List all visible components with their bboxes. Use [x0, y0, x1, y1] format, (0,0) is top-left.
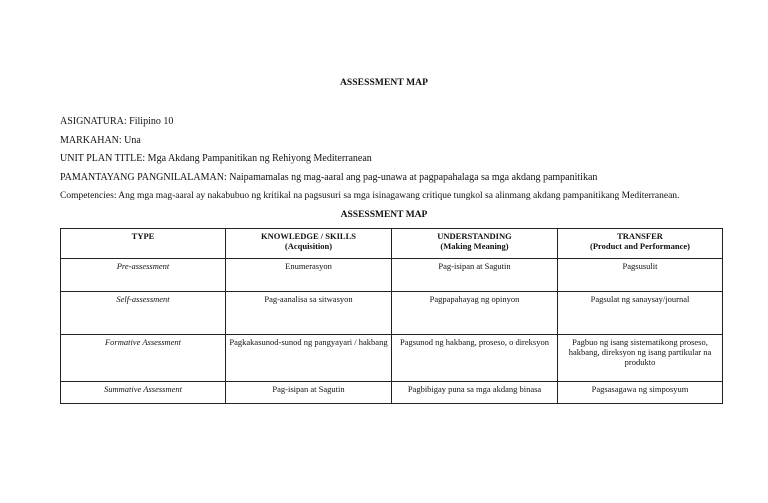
header-understanding-label: UNDERSTANDING	[437, 231, 512, 241]
cell-knowledge: Pag-aanalisa sa sitwasyon	[226, 292, 392, 335]
table-header-row	[61, 229, 723, 259]
markahan-line: MARKAHAN: Una	[60, 135, 141, 146]
assessment-map-table	[60, 228, 723, 404]
header-understanding-sublabel: (Making Meaning)	[440, 241, 509, 251]
unit-plan-title-line: UNIT PLAN TITLE: Mga Akdang Pampanitikan ng Rehiyong Mediterranean	[60, 153, 372, 164]
asignatura-line: ASIGNATURA: Filipino 10	[60, 116, 174, 127]
cell-knowledge: Pag-isipan at Sagutin	[226, 382, 392, 404]
header-transfer	[558, 229, 723, 259]
cell-knowledge: Enumerasyon	[226, 259, 392, 292]
cell-understanding: Pag-isipan at Sagutin	[392, 259, 558, 292]
table-row	[61, 259, 723, 292]
cell-type: Formative Assessment	[61, 335, 226, 382]
document-title: ASSESSMENT MAP	[339, 78, 429, 88]
table-row	[61, 292, 723, 335]
pamantayan-line: PAMANTAYANG PANGNILALAMAN: Naipamamalas ng mag-aaral ang pag-unawa at pagpapahalaga sa mga akdang pampanitikan	[60, 172, 598, 183]
header-transfer-sublabel: (Product and Performance)	[590, 241, 690, 251]
header-type-label: TYPE	[131, 231, 155, 241]
header-knowledge	[226, 229, 392, 259]
header-transfer-label: TRANSFER	[617, 231, 663, 241]
table-title: ASSESSMENT MAP	[340, 210, 428, 220]
header-type	[61, 229, 226, 259]
cell-transfer: Pagbuo ng isang sistematikong proseso, hakbang, direksyon ng isang partikular na produkto	[558, 335, 723, 382]
cell-understanding: Pagbibigay puna sa mga akdang binasa	[392, 382, 558, 404]
cell-transfer: Pagsusulit	[558, 259, 723, 292]
competencies-line: Competencies: Ang mga mag-aaral ay nakabubuo ng kritikal na pagsusuri sa mga isinagawang critique tungkol sa alinmang akdang pampanitikang Mediterranean.	[60, 191, 680, 201]
header-knowledge-sublabel: (Acquisition)	[284, 241, 333, 251]
table-row	[61, 382, 723, 404]
cell-understanding: Pagsunod ng hakbang, proseso, o direksyon	[392, 335, 558, 382]
header-understanding	[392, 229, 558, 259]
cell-knowledge: Pagkakasunod-sunod ng pangyayari / hakbang	[226, 335, 392, 382]
cell-transfer: Pagsulat ng sanaysay/journal	[558, 292, 723, 335]
cell-type: Summative Assessment	[61, 382, 226, 404]
header-knowledge-label: KNOWLEDGE / SKILLS	[261, 231, 356, 241]
cell-transfer: Pagsasagawa ng simposyum	[558, 382, 723, 404]
cell-type: Pre-assessment	[61, 259, 226, 292]
cell-understanding: Pagpapahayag ng opinyon	[392, 292, 558, 335]
table-row	[61, 335, 723, 382]
cell-type: Self-assessment	[61, 292, 226, 335]
